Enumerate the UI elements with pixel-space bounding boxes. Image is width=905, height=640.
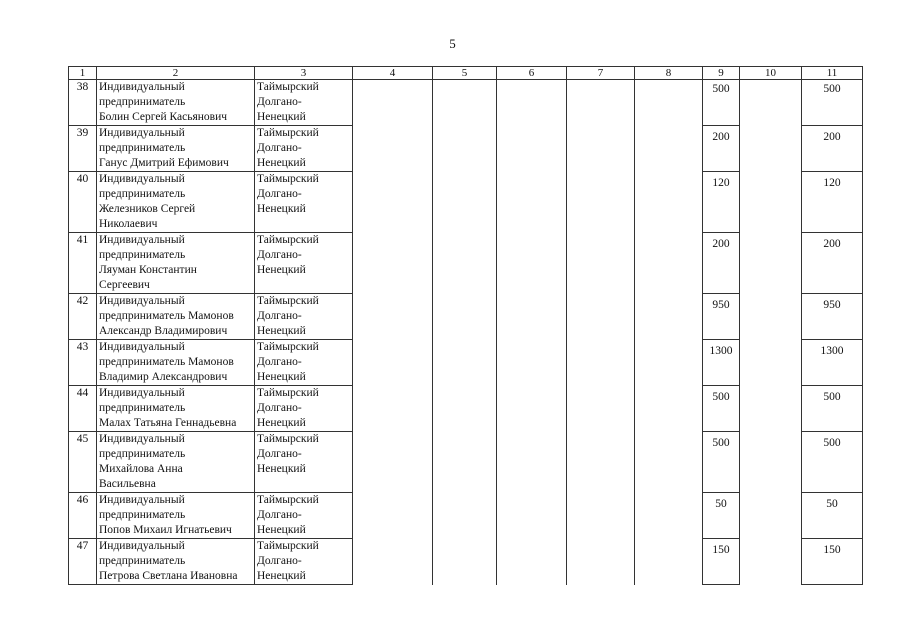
name-line: Индивидуальный: [99, 433, 185, 445]
name-line: Малах Татьяна Геннадьевна: [99, 417, 237, 429]
name-cell: [97, 539, 255, 585]
region-line: Таймырский: [257, 234, 319, 246]
table-row: [69, 126, 863, 172]
region-line: Таймырский: [257, 540, 319, 552]
region-line: Ненецкий: [257, 264, 306, 276]
region-line: Таймырский: [257, 433, 319, 445]
row-number-cell: 44: [69, 386, 97, 432]
empty-cell: [433, 172, 497, 233]
region-line: Долгано-: [257, 96, 302, 108]
column-9-value: 200: [703, 126, 740, 172]
empty-cell: [740, 432, 802, 493]
region-line: Таймырский: [257, 295, 319, 307]
column-9-value: 150: [703, 539, 740, 585]
region-cell: [255, 294, 353, 340]
region-line: Долгано-: [257, 555, 302, 567]
empty-cell: [740, 126, 802, 172]
empty-cell: [740, 340, 802, 386]
empty-cell: [433, 386, 497, 432]
name-line: Железников Сергей: [99, 203, 196, 215]
empty-cell: [433, 80, 497, 126]
region-cell: [255, 539, 353, 585]
row-number-cell: 41: [69, 233, 97, 294]
empty-cell: [567, 80, 635, 126]
name-cell: [97, 493, 255, 539]
region-line: Долгано-: [257, 142, 302, 154]
empty-cell: [353, 340, 433, 386]
column-11-value: 500: [802, 386, 863, 432]
region-cell: [255, 126, 353, 172]
row-number-cell: 45: [69, 432, 97, 493]
name-cell: [97, 172, 255, 233]
table-row: [69, 294, 863, 340]
empty-cell: [497, 432, 567, 493]
empty-cell: [740, 493, 802, 539]
empty-cell: [635, 126, 703, 172]
page-number: 5: [449, 36, 456, 51]
name-line: предприниматель: [99, 555, 186, 567]
column-header: 11: [802, 67, 863, 80]
column-header: 8: [635, 67, 703, 80]
name-line: Александр Владимирович: [99, 325, 228, 337]
column-9-value: 950: [703, 294, 740, 340]
region-line: Долгано-: [257, 448, 302, 460]
region-line: Таймырский: [257, 387, 319, 399]
empty-cell: [635, 386, 703, 432]
region-line: Таймырский: [257, 341, 319, 353]
name-line: Индивидуальный: [99, 234, 185, 246]
region-line: Ненецкий: [257, 570, 306, 582]
empty-cell: [567, 126, 635, 172]
table-row: [69, 80, 863, 126]
data-table: [68, 66, 863, 585]
region-cell: [255, 386, 353, 432]
name-line: Попов Михаил Игнатьевич: [99, 524, 232, 536]
region-cell: [255, 340, 353, 386]
column-11-value: 950: [802, 294, 863, 340]
row-number-cell: 38: [69, 80, 97, 126]
empty-cell: [635, 294, 703, 340]
name-line: предприниматель Мамонов: [99, 310, 234, 322]
name-line: Ганус Дмитрий Ефимович: [99, 157, 229, 169]
empty-cell: [353, 126, 433, 172]
column-header: 3: [255, 67, 353, 80]
table-row: [69, 386, 863, 432]
name-line: предприниматель: [99, 188, 186, 200]
region-cell: [255, 432, 353, 493]
region-line: Долгано-: [257, 402, 302, 414]
empty-cell: [635, 432, 703, 493]
name-line: Индивидуальный: [99, 494, 185, 506]
empty-cell: [635, 539, 703, 585]
empty-cell: [433, 539, 497, 585]
header-row: [69, 67, 863, 80]
column-11-value: 200: [802, 233, 863, 294]
empty-cell: [567, 294, 635, 340]
empty-cell: [740, 539, 802, 585]
name-line: Сергеевич: [99, 279, 150, 291]
empty-cell: [567, 539, 635, 585]
row-number-cell: 39: [69, 126, 97, 172]
empty-cell: [353, 386, 433, 432]
column-11-value: 120: [802, 172, 863, 233]
region-line: Таймырский: [257, 127, 319, 139]
region-line: Долгано-: [257, 188, 302, 200]
table-row: [69, 493, 863, 539]
column-header: 6: [497, 67, 567, 80]
empty-cell: [353, 172, 433, 233]
row-number-cell: 40: [69, 172, 97, 233]
empty-cell: [740, 172, 802, 233]
empty-cell: [567, 233, 635, 294]
empty-cell: [433, 493, 497, 539]
name-line: предприниматель: [99, 96, 186, 108]
name-line: Болин Сергей Касьянович: [99, 111, 228, 123]
name-line: Индивидуальный: [99, 295, 185, 307]
region-line: Ненецкий: [257, 417, 306, 429]
region-line: Ненецкий: [257, 524, 306, 536]
column-9-value: 200: [703, 233, 740, 294]
empty-cell: [567, 172, 635, 233]
empty-cell: [433, 126, 497, 172]
name-line: Михайлова Анна: [99, 463, 183, 475]
empty-cell: [433, 233, 497, 294]
region-line: Ненецкий: [257, 325, 306, 337]
name-line: Индивидуальный: [99, 387, 185, 399]
name-line: Петрова Светлана Ивановна: [99, 570, 238, 582]
region-line: Таймырский: [257, 81, 319, 93]
name-line: предприниматель: [99, 402, 186, 414]
name-line: предприниматель: [99, 142, 186, 154]
name-line: Индивидуальный: [99, 127, 185, 139]
column-header: 10: [740, 67, 802, 80]
column-header: 4: [353, 67, 433, 80]
region-line: Долгано-: [257, 509, 302, 521]
empty-cell: [497, 80, 567, 126]
empty-cell: [740, 386, 802, 432]
empty-cell: [497, 539, 567, 585]
name-cell: [97, 432, 255, 493]
name-cell: [97, 80, 255, 126]
name-line: предприниматель Мамонов: [99, 356, 234, 368]
empty-cell: [635, 172, 703, 233]
name-line: предприниматель: [99, 249, 186, 261]
empty-cell: [353, 233, 433, 294]
name-cell: [97, 386, 255, 432]
empty-cell: [353, 493, 433, 539]
empty-cell: [353, 539, 433, 585]
empty-cell: [497, 386, 567, 432]
name-line: предприниматель: [99, 509, 186, 521]
empty-cell: [353, 80, 433, 126]
column-9-value: 1300: [703, 340, 740, 386]
name-line: Индивидуальный: [99, 81, 185, 93]
name-cell: [97, 294, 255, 340]
name-line: Индивидуальный: [99, 173, 185, 185]
column-11-value: 150: [802, 539, 863, 585]
column-11-value: 1300: [802, 340, 863, 386]
region-line: Таймырский: [257, 494, 319, 506]
row-number-cell: 43: [69, 340, 97, 386]
column-header: 5: [433, 67, 497, 80]
column-9-value: 500: [703, 432, 740, 493]
name-cell: [97, 126, 255, 172]
name-cell: [97, 233, 255, 294]
column-9-value: 500: [703, 386, 740, 432]
empty-cell: [740, 233, 802, 294]
region-cell: [255, 233, 353, 294]
region-line: Ненецкий: [257, 463, 306, 475]
empty-cell: [497, 493, 567, 539]
empty-cell: [497, 233, 567, 294]
row-number-cell: 46: [69, 493, 97, 539]
column-11-value: 200: [802, 126, 863, 172]
region-line: Ненецкий: [257, 157, 306, 169]
name-line: Николаевич: [99, 218, 158, 230]
empty-cell: [433, 294, 497, 340]
name-line: Индивидуальный: [99, 341, 185, 353]
column-11-value: 500: [802, 432, 863, 493]
empty-cell: [353, 432, 433, 493]
empty-cell: [567, 493, 635, 539]
empty-cell: [740, 294, 802, 340]
region-line: Долгано-: [257, 356, 302, 368]
empty-cell: [497, 340, 567, 386]
name-line: Владимир Александрович: [99, 371, 228, 383]
empty-cell: [353, 294, 433, 340]
name-line: Васильевна: [99, 478, 156, 490]
table-row: [69, 172, 863, 233]
empty-cell: [497, 126, 567, 172]
region-cell: [255, 172, 353, 233]
column-9-value: 500: [703, 80, 740, 126]
region-line: Долгано-: [257, 249, 302, 261]
region-cell: [255, 493, 353, 539]
empty-cell: [567, 386, 635, 432]
empty-cell: [635, 233, 703, 294]
empty-cell: [497, 294, 567, 340]
region-cell: [255, 80, 353, 126]
name-line: Ляуман Константин: [99, 264, 197, 276]
region-line: Ненецкий: [257, 371, 306, 383]
column-header: 2: [97, 67, 255, 80]
column-header: 9: [703, 67, 740, 80]
region-line: Таймырский: [257, 173, 319, 185]
column-9-value: 120: [703, 172, 740, 233]
table-row: [69, 233, 863, 294]
row-number-cell: 47: [69, 539, 97, 585]
name-line: Индивидуальный: [99, 540, 185, 552]
column-9-value: 50: [703, 493, 740, 539]
column-11-value: 50: [802, 493, 863, 539]
empty-cell: [567, 432, 635, 493]
empty-cell: [433, 432, 497, 493]
table-row: [69, 340, 863, 386]
empty-cell: [567, 340, 635, 386]
empty-cell: [497, 172, 567, 233]
column-11-value: 500: [802, 80, 863, 126]
empty-cell: [635, 493, 703, 539]
empty-cell: [635, 340, 703, 386]
region-line: Ненецкий: [257, 111, 306, 123]
name-line: предприниматель: [99, 448, 186, 460]
table-row: [69, 432, 863, 493]
region-line: Долгано-: [257, 310, 302, 322]
empty-cell: [740, 80, 802, 126]
empty-cell: [635, 80, 703, 126]
column-header: 7: [567, 67, 635, 80]
name-cell: [97, 340, 255, 386]
empty-cell: [433, 340, 497, 386]
region-line: Ненецкий: [257, 203, 306, 215]
table-row: [69, 539, 863, 585]
row-number-cell: 42: [69, 294, 97, 340]
column-header: 1: [69, 67, 97, 80]
